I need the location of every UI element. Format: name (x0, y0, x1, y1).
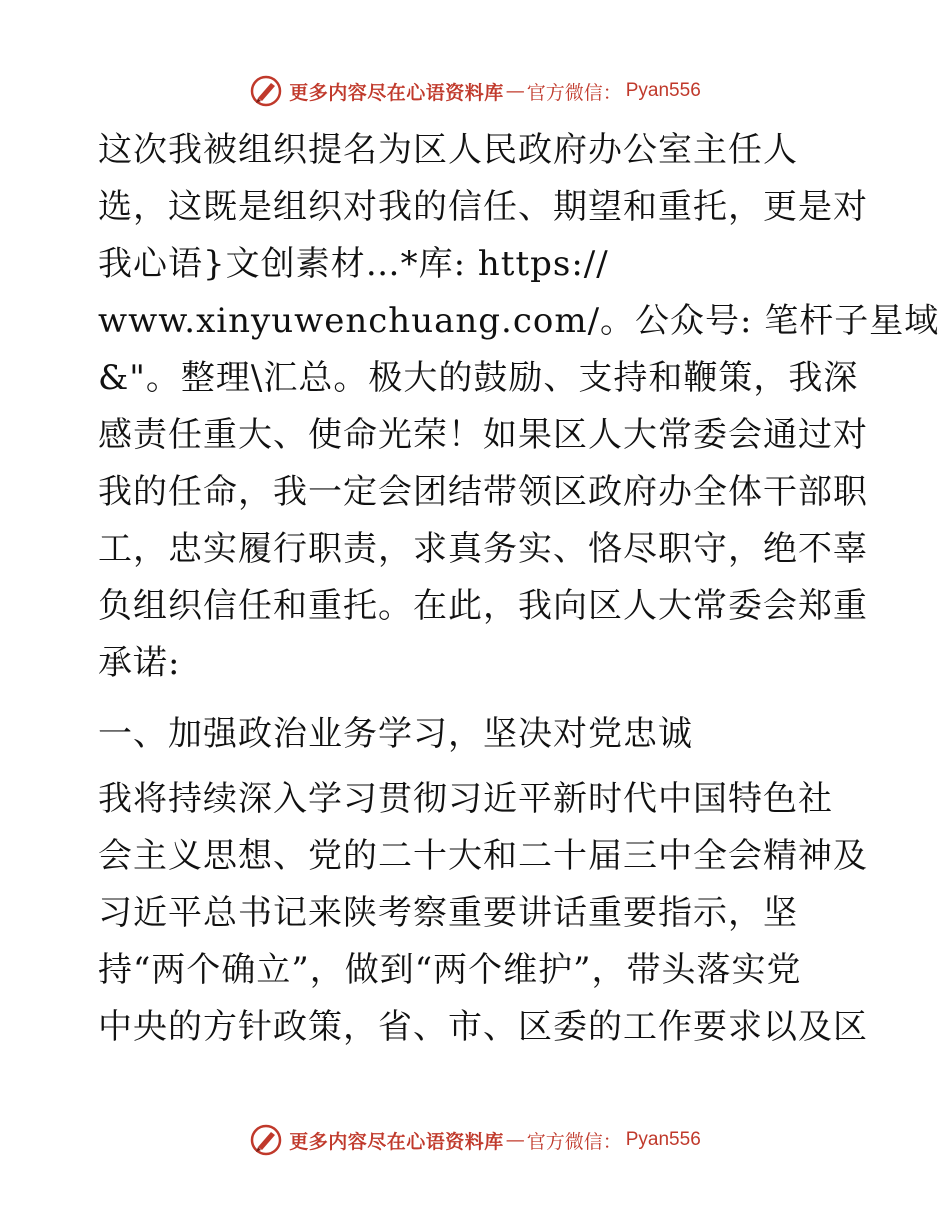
watermark-official-label: 官方微信： (526, 81, 622, 104)
text-line: 我心语}文创素材…*库: https:// (98, 244, 609, 284)
watermark-brand: 更多内容尽在心语资料库 (289, 1130, 504, 1153)
text-line: 会主义思想、党的二十大和二十届三中全会精神及 (98, 836, 868, 876)
watermark-separator: — (505, 80, 525, 102)
text-line: &"。整理\汇总。极大的鼓励、支持和鞭策，我深 (98, 358, 859, 398)
text-line: 持“两个确立”，做到“两个维护”，带头落实党 (98, 950, 802, 990)
watermark-account: Pyan556 (625, 1129, 701, 1150)
text-line: www.xinyuwenchuang.com/。公众号: 笔杆子星域 (98, 301, 940, 341)
watermark-separator: — (505, 1129, 525, 1151)
watermark-brand: 更多内容尽在心语资料库 (289, 81, 504, 104)
paragraph-2 (98, 771, 868, 1056)
text-line: 感责任重大、使命光荣！如果区人大常委会通过对 (98, 415, 868, 455)
footer-watermark (0, 1120, 950, 1160)
header-watermark (0, 71, 950, 111)
text-line: 工，忠实履行职责，求真务实、恪尽职守，绝不辜 (98, 529, 868, 569)
text-line: 这次我被组织提名为区人民政府办公室主任人 (98, 130, 798, 170)
text-line: 中央的方针政策，省、市、区委的工作要求以及区 (98, 1007, 868, 1047)
text-line: 选，这既是组织对我的信任、期望和重托，更是对 (98, 187, 868, 227)
paragraph-1 (98, 122, 940, 692)
watermark-official-label: 官方微信： (526, 1130, 622, 1153)
text-line: 我将持续深入学习贯彻习近平新时代中国特色社 (98, 779, 833, 819)
text-line: 我的任命，我一定会团结带领区政府办全体干部职 (98, 472, 868, 512)
section-heading: 一、加强政治业务学习，坚决对党忠诚 (98, 714, 693, 754)
text-line: 习近平总书记来陕考察重要讲话重要指示，坚 (98, 893, 798, 933)
watermark-account: Pyan556 (625, 80, 701, 101)
pen-logo-icon (249, 1123, 283, 1157)
pen-logo-icon (249, 74, 283, 108)
text-line: 负组织信任和重托。在此，我向区人大常委会郑重 (98, 586, 868, 626)
document-body (98, 122, 940, 1056)
text-line: 承诺: (98, 643, 181, 683)
